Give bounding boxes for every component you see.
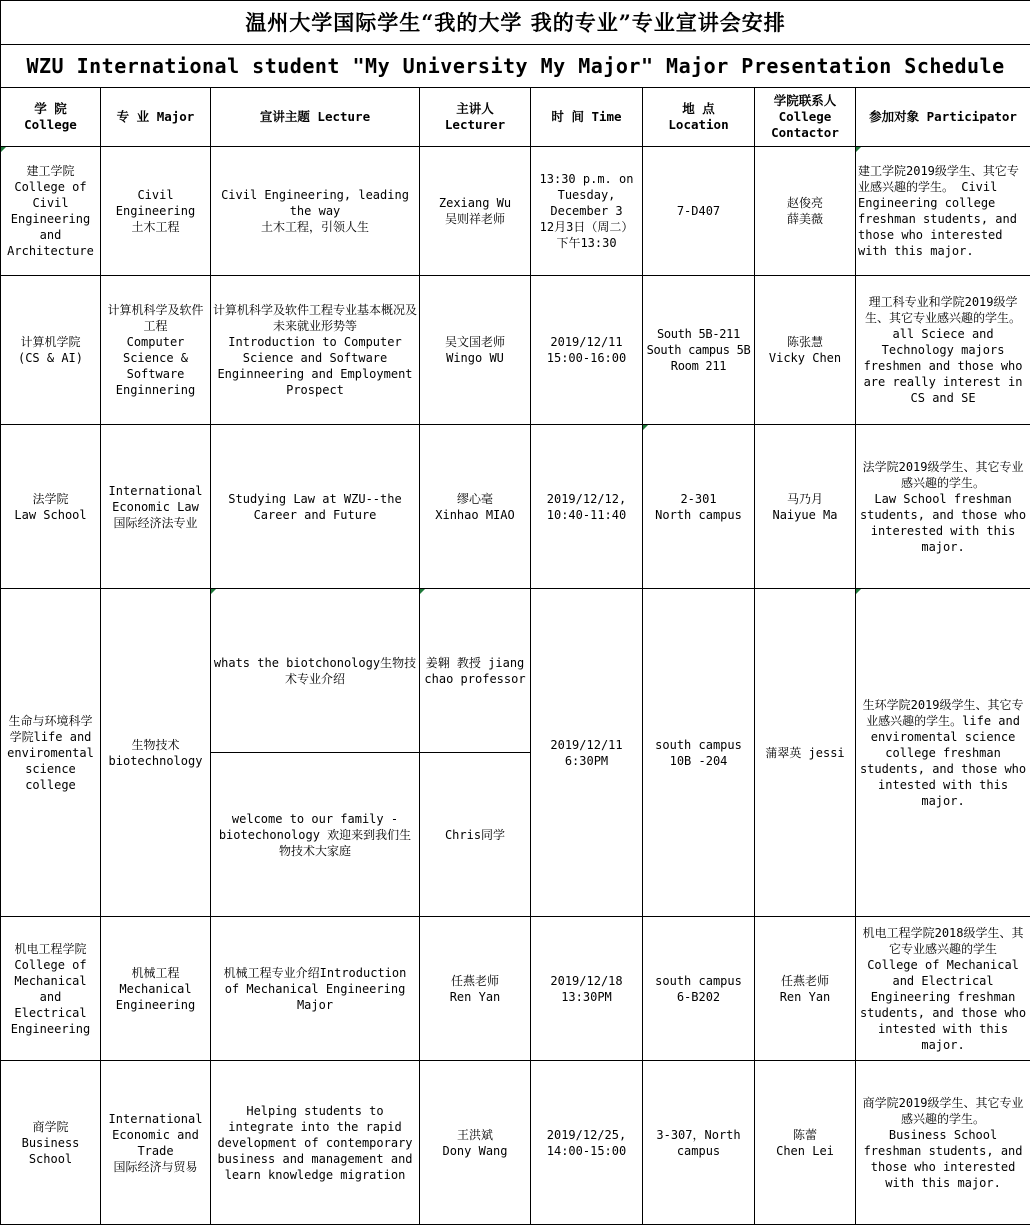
cell-location: south campus 10B -204 [643, 589, 755, 917]
header-college: 学 院 College [1, 88, 101, 147]
cell-major: 计算机科学及软件工程 Computer Science & Software Enginnering [101, 276, 211, 425]
header-time: 时 间 Time [531, 88, 643, 147]
cell-participant: 法学院2019级学生、其它专业感兴趣的学生。 Law School freshman students, and those who interested with this major. [856, 425, 1030, 589]
title-row-cn [1, 1, 1030, 45]
cell-contact: 陈蕾 Chen Lei [755, 1061, 856, 1225]
cell-location: 7-D407 [643, 147, 755, 276]
cell-major: International Economic and Trade 国际经济与贸易 [101, 1061, 211, 1225]
cell-lecturer: Zexiang Wu 吴则祥老师 [420, 147, 531, 276]
cell-participant: 商学院2019级学生、其它专业感兴趣的学生。 Business School freshman students, and those who interested with this major. [856, 1061, 1030, 1225]
header-lecturer: 主讲人 Lecturer [420, 88, 531, 147]
cell-major: 机械工程 Mechanical Engineering [101, 917, 211, 1061]
cell-contact: 陈张慧 Vicky Chen [755, 276, 856, 425]
cell-contact: 马乃月 Naiyue Ma [755, 425, 856, 589]
cell-location: south campus 6-B202 [643, 917, 755, 1061]
cell-lecture: 计算机科学及软件工程专业基本概况及未来就业形势等 Introduction to Computer Science and Software Enginneering and Employment Prospect [211, 276, 420, 425]
table-row [1, 1061, 1030, 1225]
cell-college: 机电工程学院 College of Mechanical and Electrical Engineering [1, 917, 101, 1061]
cell-contact: 蒲翠英 jessi [755, 589, 856, 917]
cell-contact: 任燕老师 Ren Yan [755, 917, 856, 1061]
cell-lecturer: 姜翱 教授 jiang chao professor [420, 589, 531, 753]
header-major: 专 业 Major [101, 88, 211, 147]
header-location: 地 点 Location [643, 88, 755, 147]
cell-participant: 机电工程学院2018级学生、其它专业感兴趣的学生 College of Mechanical and Electrical Engineering freshman students, and those who intested with this major. [856, 917, 1030, 1061]
cell-college: 商学院 Business School [1, 1061, 101, 1225]
cell-lecture: Helping students to integrate into the rapid development of contemporary business and management and learn knowledge migration [211, 1061, 420, 1225]
cell-lecture: 机械工程专业介绍Introduction of Mechanical Engineering Major [211, 917, 420, 1061]
cell-lecturer: 王洪斌 Dony Wang [420, 1061, 531, 1225]
cell-location: South 5B-211 South campus 5B Room 211 [643, 276, 755, 425]
cell-time: 2019/12/11 15:00-16:00 [531, 276, 643, 425]
cell-participant: 理工科专业和学院2019级学生、其它专业感兴趣的学生。 all Sciece and Technology majors freshmen and those who are really interest in CS and SE [856, 276, 1030, 425]
cell-college: 生命与环境科学学院life and enviromental science college [1, 589, 101, 917]
table-row [1, 589, 1030, 753]
cell-participant: 生环学院2019级学生、其它专业感兴趣的学生。life and enviromental science college freshman students, and those who intested with this major. [856, 589, 1030, 917]
cell-time: 2019/12/11 6:30PM [531, 589, 643, 917]
cell-time: 13:30 p.m. on Tuesday, December 3 12月3日（周二） 下午13:30 [531, 147, 643, 276]
table-row [1, 147, 1030, 276]
cell-lecturer: 吴文国老师 Wingo WU [420, 276, 531, 425]
header-row [1, 88, 1030, 147]
cell-location: 2-301 North campus [643, 425, 755, 589]
cell-college: 法学院 Law School [1, 425, 101, 589]
cell-major: 生物技术 biotechnology [101, 589, 211, 917]
cell-major: Civil Engineering 土木工程 [101, 147, 211, 276]
cell-lecture: welcome to our family - biotechonology 欢迎来到我们生物技术大家庭 [211, 753, 420, 917]
header-contact: 学院联系人 College Contactor [755, 88, 856, 147]
cell-participant: 建工学院2019级学生、其它专业感兴趣的学生。 Civil Engineering college freshman students, and those who interested with this major. [856, 147, 1030, 276]
header-lecture: 宣讲主题 Lecture [211, 88, 420, 147]
table-row [1, 276, 1030, 425]
cell-lecture: Studying Law at WZU--the Career and Future [211, 425, 420, 589]
cell-time: 2019/12/12, 10:40-11:40 [531, 425, 643, 589]
title-row-en [1, 45, 1030, 88]
cell-lecturer: 缪心毫 Xinhao MIAO [420, 425, 531, 589]
cell-major: International Economic Law 国际经济法专业 [101, 425, 211, 589]
page-title-en: WZU International student "My University My Major" Major Presentation Schedule [1, 45, 1030, 88]
cell-time: 2019/12/25, 14:00-15:00 [531, 1061, 643, 1225]
page-title-cn: 温州大学国际学生“我的大学 我的专业”专业宣讲会安排 [1, 1, 1030, 45]
table-row [1, 917, 1030, 1061]
cell-lecture: whats the biotchonology生物技术专业介绍 [211, 589, 420, 753]
cell-college: 建工学院 College of Civil Engineering and Architecture [1, 147, 101, 276]
cell-contact: 赵俊亮 薛美薇 [755, 147, 856, 276]
cell-time: 2019/12/18 13:30PM [531, 917, 643, 1061]
cell-college: 计算机学院 (CS & AI) [1, 276, 101, 425]
table-row [1, 425, 1030, 589]
cell-location: 3-307，North campus [643, 1061, 755, 1225]
cell-lecturer: Chris同学 [420, 753, 531, 917]
cell-lecture: Civil Engineering, leading the way 土木工程，引领人生 [211, 147, 420, 276]
header-participant: 参加对象 Participator [856, 88, 1030, 147]
cell-lecturer: 任燕老师 Ren Yan [420, 917, 531, 1061]
